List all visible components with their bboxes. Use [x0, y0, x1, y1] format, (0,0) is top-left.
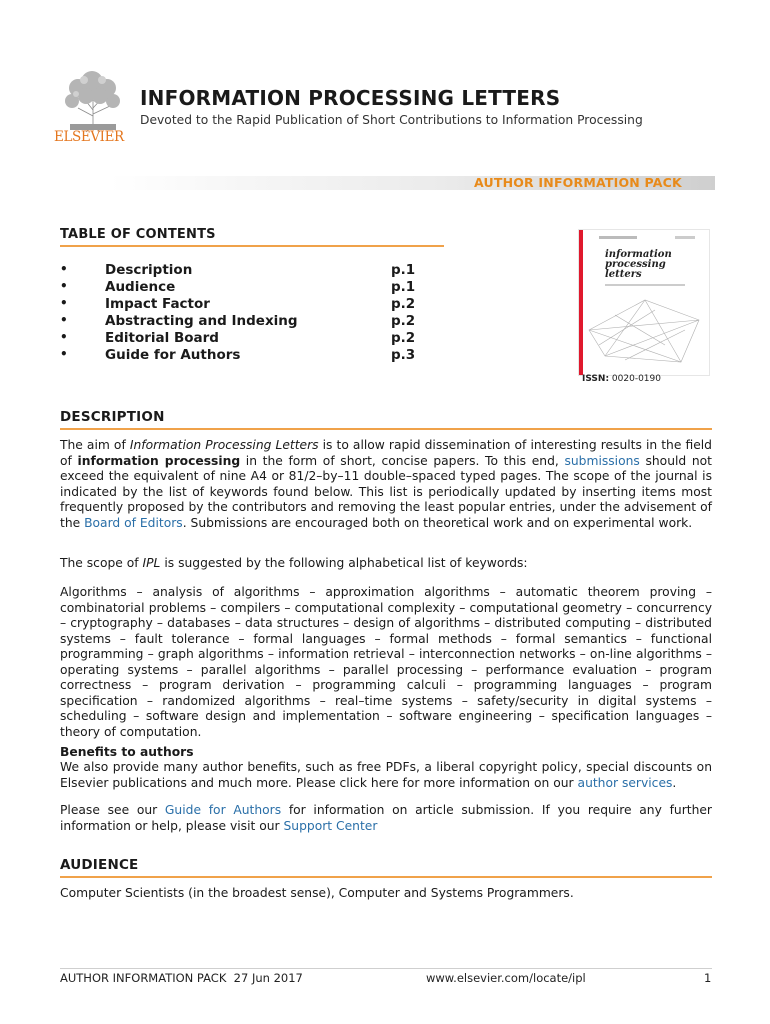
text: is to allow rapid dissemination of interesting results in the field of: [60, 438, 712, 468]
journal-cover: [578, 229, 710, 376]
cover-header-line: [675, 236, 695, 239]
audience-text: Computer Scientists (in the broadest sense), Computer and Systems Programmers.: [60, 886, 574, 900]
toc-item-impact-factor[interactable]: [60, 296, 420, 313]
toc-item-label: Editorial Board: [105, 330, 219, 346]
issn: [582, 374, 661, 384]
cover-header-line: [599, 236, 637, 239]
footer-page-number: 1: [704, 971, 712, 985]
author-services-link[interactable]: author services: [577, 775, 673, 790]
bullet-icon: •: [60, 296, 68, 310]
pack-title: AUTHOR INFORMATION PACK: [474, 175, 682, 190]
toc-item-description[interactable]: [60, 262, 420, 279]
audience-rule: [60, 876, 712, 878]
toc-item-guide-for-authors[interactable]: [60, 347, 420, 364]
toc-item-label: Audience: [105, 279, 176, 295]
keywords-paragraph: Algorithms – analysis of algorithms – approximation algorithms – automatic theorem proving – combinatorial problems – compilers – computational complexity – computational geometry – concurrency – cryptography – databases – data structures – design of algorithms – distributed computing – distributed systems – fault tolerance – formal languages – formal methods – formal semantics – functional programming – graph algorithms – information retrieval – interconnection networks – on-line algorithms – operating systems – parallel algorithms – parallel processing – performance evaluation – program correctness – program derivation – programming calculi – programming languages – program specification – randomized algorithms – real–time systems – safety/security in digital systems – scheduling – software design and implementation – software engineering – specification languages – theory of computation.: [60, 585, 712, 739]
bullet-icon: •: [60, 279, 68, 293]
journal-title: INFORMATION PROCESSING LETTERS: [140, 86, 561, 110]
toc-item-page: p.1: [391, 262, 416, 278]
journal-name: Information Processing Letters: [129, 438, 319, 452]
description-heading: DESCRIPTION: [60, 409, 165, 425]
toc-item-page: p.2: [391, 313, 416, 329]
text: in the form of short, concise papers. To this end,: [240, 453, 565, 468]
benefits-heading: Benefits to authors: [60, 745, 194, 759]
toc-item-page: p.3: [391, 347, 416, 363]
toc-item-audience[interactable]: [60, 279, 420, 296]
toc-item-abstracting-indexing[interactable]: [60, 313, 420, 330]
text: .: [672, 775, 677, 790]
issn-label: ISSN:: [582, 374, 610, 384]
text: for information on article submission. If you require any further information or help, please visit our: [60, 803, 712, 833]
toc-item-editorial-board[interactable]: [60, 330, 420, 347]
description-paragraph: [60, 438, 712, 531]
ipl-abbrev: IPL: [142, 556, 161, 570]
text: Please see our: [60, 803, 165, 817]
toc-item-label: Impact Factor: [105, 296, 210, 312]
emphasis: information processing: [77, 453, 241, 468]
text: The aim of: [60, 438, 130, 452]
text: is suggested by the following alphabetical list of keywords:: [160, 556, 528, 570]
bullet-icon: •: [60, 347, 68, 361]
text: The scope of: [60, 556, 143, 570]
board-of-editors-link[interactable]: Board of Editors: [84, 515, 183, 530]
bullet-icon: •: [60, 330, 68, 344]
benefits-paragraph: [60, 760, 712, 791]
toc-item-label: Description: [105, 262, 193, 278]
publisher-name: ELSEVIER: [54, 129, 124, 145]
issn-value: 0020-0190: [611, 374, 661, 384]
toc-heading: TABLE OF CONTENTS: [60, 227, 216, 242]
toc-item-label: Abstracting and Indexing: [105, 313, 298, 329]
journal-subtitle: Devoted to the Rapid Publication of Short Contributions to Information Processing: [140, 113, 643, 127]
footer-url[interactable]: www.elsevier.com/locate/ipl: [426, 971, 586, 985]
scope-paragraph: [60, 556, 712, 572]
text: . Submissions are encouraged both on theoretical work and on experimental work.: [182, 515, 693, 530]
toc-item-page: p.1: [391, 279, 416, 295]
cover-title: information processing letters: [605, 249, 672, 280]
toc-list: [60, 262, 420, 364]
support-center-link[interactable]: Support Center: [283, 818, 378, 833]
cover-subtitle-line: [605, 284, 685, 286]
text: We also provide many author benefits, such as free PDFs, a liberal copyright policy, special discounts on Elsevier publications and much more. Please click here for more information on our: [60, 760, 712, 790]
footer-rule: [60, 968, 712, 969]
toc-rule: [60, 245, 444, 247]
audience-heading: AUDIENCE: [60, 857, 139, 873]
footer-left: AUTHOR INFORMATION PACK 27 Jun 2017: [60, 971, 303, 985]
guide-for-authors-link[interactable]: Guide for Authors: [164, 803, 282, 817]
toc-item-page: p.2: [391, 296, 416, 312]
cover-spine: [579, 230, 583, 375]
bullet-icon: •: [60, 313, 68, 327]
description-rule: [60, 428, 712, 430]
elsevier-logo: [56, 66, 130, 150]
guide-paragraph: [60, 803, 712, 834]
toc-item-page: p.2: [391, 330, 416, 346]
submissions-link[interactable]: submissions: [564, 453, 640, 468]
toc-item-label: Guide for Authors: [105, 347, 241, 363]
text: should not exceed the equivalent of nine A4 or 81/2–by–11 double–spaced typed pages. The scope of the journal is indicated by the list of keywords found below. This list is periodically updated by inserting items most frequently proposed by the contributors and removing the least popular entries, under the advisement of the: [60, 453, 713, 530]
bullet-icon: •: [60, 262, 68, 276]
cover-graph-icon: [585, 290, 703, 372]
